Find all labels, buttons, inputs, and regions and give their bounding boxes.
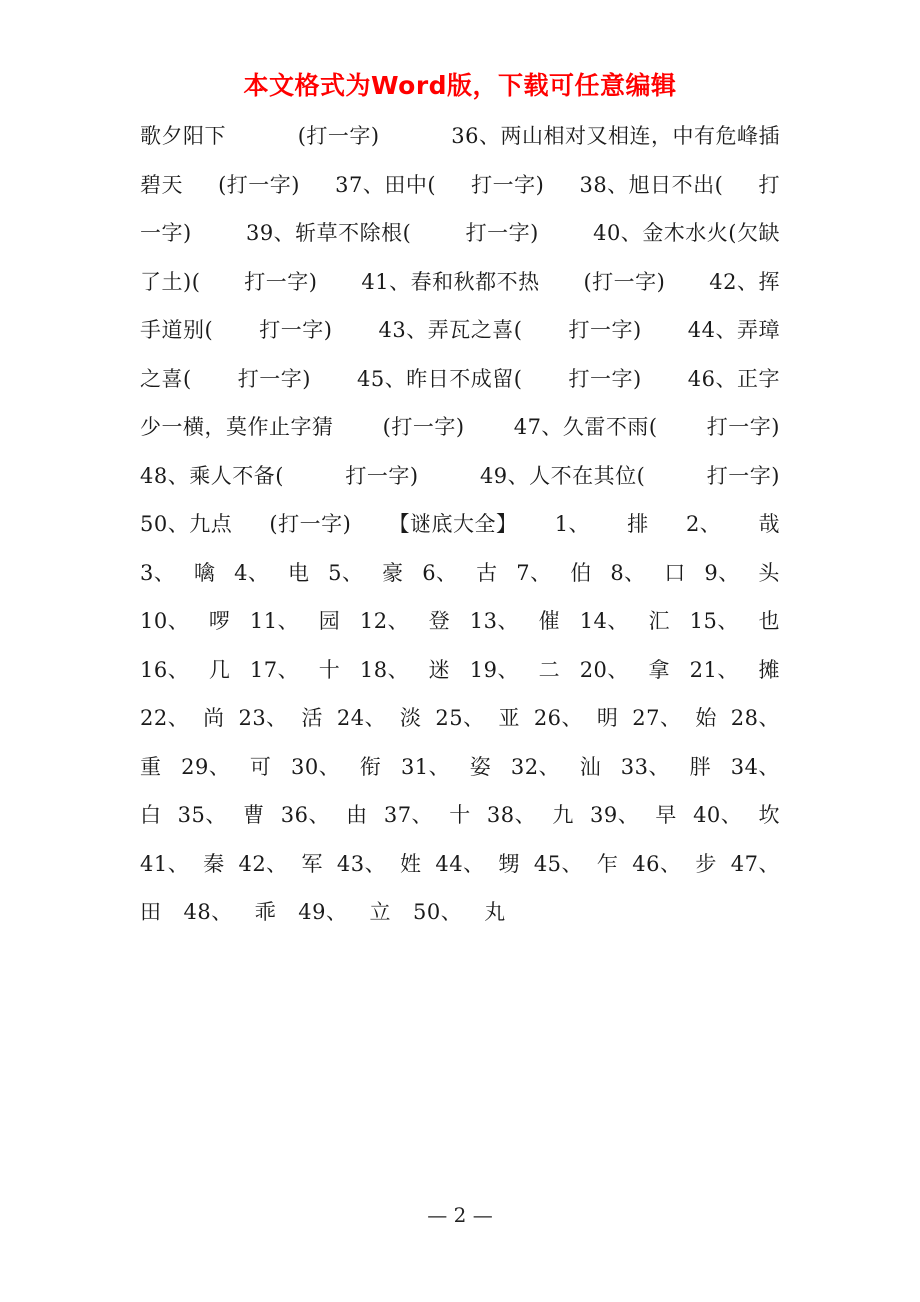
text-segment: 38、 — [486, 803, 537, 828]
text-segment: 迷 — [428, 657, 451, 682]
text-segment: 打一字) — [568, 366, 642, 391]
text-segment: 49、 — [298, 900, 348, 925]
text-segment: 10、 — [140, 609, 190, 634]
text-line — [140, 646, 780, 695]
text-segment: 37、田中( — [335, 172, 437, 197]
text-line — [140, 306, 780, 355]
text-line — [140, 112, 780, 161]
text-segment: 汕 — [579, 754, 602, 779]
text-segment: 44、 — [435, 851, 485, 876]
page-number: — 2 — — [427, 1203, 493, 1227]
text-segment: 打一字) — [244, 269, 318, 294]
text-segment: 30、 — [291, 754, 341, 779]
text-segment: 登 — [428, 609, 451, 634]
text-segment: 打一字) — [706, 415, 780, 440]
text-segment: 23、 — [238, 706, 288, 731]
text-segment: 39、斩草不除根( — [245, 221, 412, 246]
text-segment: 41、 — [140, 851, 190, 876]
text-segment: 37、 — [383, 803, 434, 828]
text-segment: 21、 — [689, 657, 739, 682]
text-segment: 19、 — [469, 657, 519, 682]
text-segment: 淡 — [400, 706, 422, 731]
text-segment: 活 — [301, 706, 324, 731]
text-segment: 始 — [695, 706, 717, 731]
text-segment: 乖 — [254, 900, 277, 925]
text-segment: 8、 — [610, 560, 646, 585]
text-segment: 由 — [346, 803, 368, 828]
text-segment: (打一字) — [382, 415, 465, 440]
text-line — [140, 258, 780, 307]
text-segment: 14、 — [579, 609, 629, 634]
text-segment: 白 — [140, 803, 162, 828]
text-segment: 40、 — [693, 803, 743, 828]
text-segment: 甥 — [498, 851, 520, 876]
text-segment: 坎 — [758, 803, 780, 828]
text-segment: 之喜( — [140, 366, 192, 391]
text-segment: 重 — [140, 754, 162, 779]
text-segment: 29、 — [181, 754, 231, 779]
text-segment: 9、 — [704, 560, 740, 585]
text-segment: 45、昨日不成留( — [357, 366, 523, 391]
text-segment: 46、正字 — [687, 366, 780, 391]
text-line — [140, 694, 780, 743]
text-segment: 24、 — [336, 706, 387, 731]
text-segment: 34、 — [730, 754, 780, 779]
text-line — [140, 209, 780, 258]
text-segment: 打 — [758, 172, 780, 197]
text-line — [140, 403, 780, 452]
text-segment: 口 — [664, 560, 686, 585]
text-segment: 42、 — [238, 851, 288, 876]
text-segment: 48、乘人不备( — [140, 463, 284, 488]
text-segment: 45、 — [533, 851, 584, 876]
text-segment: 2、 — [685, 512, 722, 537]
text-line — [140, 500, 780, 549]
text-segment: 6、 — [422, 560, 458, 585]
text-segment: (打一字) — [297, 124, 380, 149]
editable-format-banner: 本文格式为Word版，下载可任意编辑 — [243, 71, 677, 100]
text-segment: 46、 — [632, 851, 682, 876]
text-segment: 啰 — [208, 609, 231, 634]
text-segment: 歌夕阳下 — [140, 124, 226, 149]
text-segment: 16、 — [140, 657, 190, 682]
text-segment: 了土)( — [140, 269, 201, 294]
text-segment: 手道别( — [140, 318, 214, 343]
text-segment: 十 — [318, 657, 341, 682]
text-segment: 20、 — [579, 657, 629, 682]
text-segment: 少一横，莫作止字猜 — [140, 415, 334, 440]
text-segment: 32、 — [510, 754, 561, 779]
text-segment: 28、 — [730, 706, 780, 731]
text-line — [140, 743, 780, 792]
text-segment: 九 — [552, 803, 574, 828]
riddle-body-text — [140, 112, 780, 937]
text-segment: 33、 — [620, 754, 671, 779]
text-line — [140, 549, 780, 598]
text-segment: 打一字) — [471, 172, 545, 197]
text-line — [140, 597, 780, 646]
text-segment: 35、 — [177, 803, 227, 828]
text-segment: 39、 — [589, 803, 640, 828]
text-segment: 打一字) — [259, 318, 333, 343]
text-segment: 步 — [695, 851, 717, 876]
text-segment: 48、 — [183, 900, 233, 925]
text-segment: 姓 — [400, 851, 422, 876]
text-segment: 17、 — [249, 657, 300, 682]
text-segment: 电 — [288, 560, 310, 585]
text-segment: 拿 — [648, 657, 671, 682]
text-segment: 打一字) — [706, 463, 780, 488]
text-segment: 伯 — [570, 560, 592, 585]
text-segment: 40、金木水火(欠缺 — [593, 221, 780, 246]
text-line — [140, 355, 780, 404]
text-segment: 22、 — [140, 706, 190, 731]
text-segment: 25、 — [435, 706, 485, 731]
text-segment: 乍 — [596, 851, 619, 876]
text-segment: 50、九点 — [140, 512, 233, 537]
text-segment: 二 — [538, 657, 561, 682]
text-segment: 姿 — [469, 754, 492, 779]
text-segment: 13、 — [469, 609, 519, 634]
text-segment: 哉 — [758, 512, 780, 537]
text-segment: 打一字) — [345, 463, 419, 488]
text-segment: 41、春和秋都不热 — [361, 269, 540, 294]
text-segment: 头 — [758, 560, 780, 585]
text-segment: 摊 — [758, 657, 780, 682]
text-segment: 也 — [758, 609, 780, 634]
text-segment: 催 — [538, 609, 561, 634]
text-segment: 18、 — [359, 657, 410, 682]
text-segment: 3、 — [140, 560, 176, 585]
text-segment: 碧天 — [140, 172, 183, 197]
text-segment: 36、 — [280, 803, 330, 828]
text-segment: 打一字) — [568, 318, 642, 343]
text-segment: 立 — [369, 900, 391, 925]
text-segment: 38、旭日不出( — [579, 172, 724, 197]
text-line — [140, 888, 780, 937]
text-segment: 田 — [140, 900, 162, 925]
text-segment: 曹 — [243, 803, 265, 828]
text-segment: 几 — [208, 657, 231, 682]
text-segment: 11、 — [249, 609, 300, 634]
text-segment: 49、人不在其位( — [479, 463, 646, 488]
text-segment: 27、 — [632, 706, 682, 731]
text-segment: 12、 — [359, 609, 410, 634]
text-segment: 十 — [449, 803, 471, 828]
text-line — [140, 840, 780, 889]
text-segment: 43、弄瓦之喜( — [378, 318, 523, 343]
text-segment: 一字) — [140, 221, 192, 246]
text-segment: 尚 — [203, 706, 225, 731]
text-segment: 50、 — [412, 900, 463, 925]
text-segment: 42、挥 — [709, 269, 780, 294]
text-segment: 打一字) — [465, 221, 539, 246]
text-segment: 31、 — [400, 754, 451, 779]
text-segment: 明 — [596, 706, 619, 731]
text-segment: 豪 — [382, 560, 404, 585]
text-segment: 44、弄璋 — [687, 318, 780, 343]
text-segment: 36、两山相对又相连，中有危峰插 — [451, 124, 780, 149]
text-segment: 胖 — [689, 754, 712, 779]
text-segment: 43、 — [336, 851, 387, 876]
text-line — [140, 452, 780, 501]
text-segment: 47、久雷不雨( — [513, 415, 658, 440]
text-segment: 【谜底大全】 — [388, 512, 518, 537]
text-segment: 7、 — [516, 560, 552, 585]
text-segment: 亚 — [498, 706, 520, 731]
text-segment: 47、 — [730, 851, 780, 876]
text-segment: (打一字) — [218, 172, 300, 197]
text-segment: 1、 — [554, 512, 591, 537]
text-segment: 秦 — [203, 851, 225, 876]
text-segment: 排 — [627, 512, 649, 537]
text-segment: 15、 — [689, 609, 739, 634]
text-segment: (打一字) — [583, 269, 666, 294]
text-segment: 园 — [318, 609, 341, 634]
text-segment: 26、 — [533, 706, 584, 731]
text-segment: 丸 — [484, 900, 506, 925]
text-segment: 5、 — [328, 560, 364, 585]
text-segment: 早 — [655, 803, 677, 828]
text-segment: 打一字) — [237, 366, 311, 391]
text-segment: 汇 — [648, 609, 671, 634]
text-segment: 军 — [301, 851, 324, 876]
text-segment: (打一字) — [269, 512, 352, 537]
text-segment: 可 — [249, 754, 272, 779]
text-segment: 古 — [476, 560, 498, 585]
text-line — [140, 161, 780, 210]
text-segment: 4、 — [234, 560, 270, 585]
text-line — [140, 791, 780, 840]
text-segment: 衔 — [359, 754, 382, 779]
text-segment: 噙 — [193, 560, 216, 585]
